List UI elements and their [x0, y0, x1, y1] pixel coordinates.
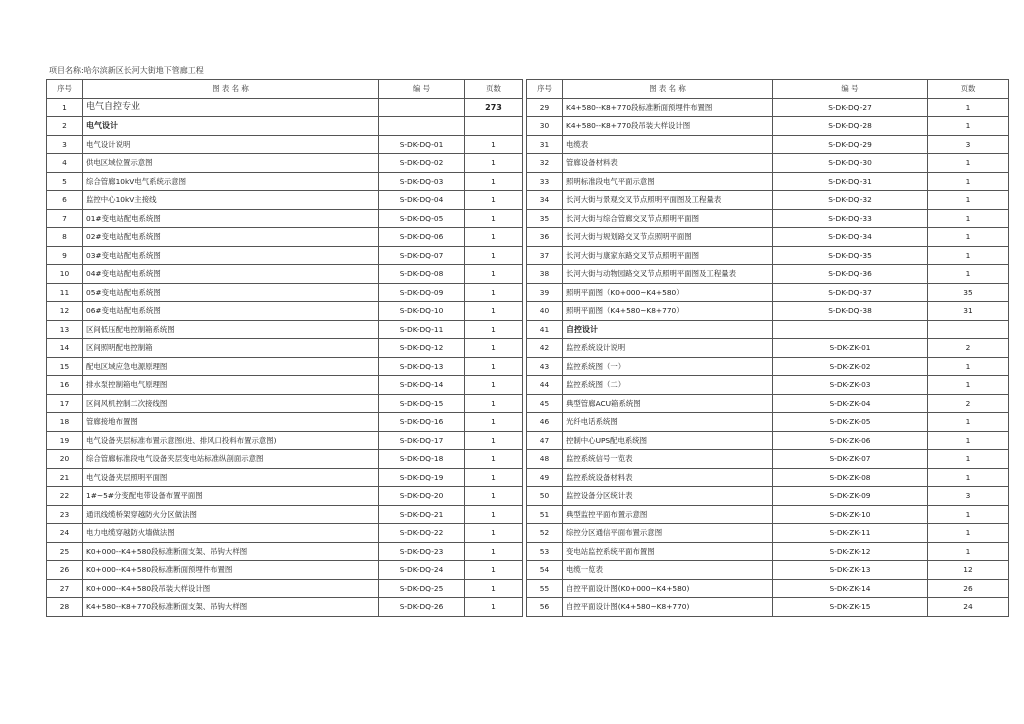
drawing-name: 管廊设备材料表 — [563, 154, 773, 173]
page-count: 1 — [928, 228, 1009, 247]
drawing-code: S-DK-DQ-29 — [773, 135, 928, 154]
row-number: 50 — [527, 487, 563, 506]
table-row — [47, 524, 523, 543]
row-number: 35 — [527, 209, 563, 228]
drawing-name: K0+000--K4+580段吊装大样设计图 — [83, 579, 379, 598]
row-number: 46 — [527, 413, 563, 432]
page-count: 1 — [465, 339, 523, 358]
table-row — [527, 579, 1009, 598]
row-number: 38 — [527, 265, 563, 284]
header-no: 序号 — [47, 80, 83, 99]
drawing-code: S-DK-DQ-04 — [379, 191, 465, 210]
table-row — [47, 117, 523, 136]
table-row — [527, 487, 1009, 506]
page-count: 35 — [928, 283, 1009, 302]
row-number: 36 — [527, 228, 563, 247]
row-number: 23 — [47, 505, 83, 524]
header-code: 编 号 — [773, 80, 928, 99]
header-no: 序号 — [527, 80, 563, 99]
drawing-code: S-DK-DQ-27 — [773, 98, 928, 117]
table-row — [47, 209, 523, 228]
drawing-name: 长河大街与动物园路交叉节点照明平面图及工程量表 — [563, 265, 773, 284]
page-count: 1 — [928, 413, 1009, 432]
row-number: 54 — [527, 561, 563, 580]
table-row — [527, 283, 1009, 302]
table-row — [47, 154, 523, 173]
row-number: 15 — [47, 357, 83, 376]
table-row — [47, 450, 523, 469]
row-number: 34 — [527, 191, 563, 210]
table-row — [527, 394, 1009, 413]
page-count: 1 — [465, 561, 523, 580]
drawing-code: S-DK-DQ-12 — [379, 339, 465, 358]
page-count: 3 — [928, 487, 1009, 506]
row-number: 10 — [47, 265, 83, 284]
drawing-code: S-DK-DQ-21 — [379, 505, 465, 524]
page-count: 24 — [928, 598, 1009, 617]
table-row — [47, 339, 523, 358]
page-count: 1 — [928, 191, 1009, 210]
page-count: 1 — [465, 450, 523, 469]
drawing-code: S-DK-DQ-28 — [773, 117, 928, 136]
row-number: 31 — [527, 135, 563, 154]
table-row — [527, 524, 1009, 543]
drawing-name: 监控系统信号一览表 — [563, 450, 773, 469]
table-row — [527, 302, 1009, 321]
drawing-index-table-right — [526, 79, 1009, 617]
row-number: 14 — [47, 339, 83, 358]
drawing-code: S-DK-ZK-09 — [773, 487, 928, 506]
table-row — [47, 246, 523, 265]
drawing-code: S-DK-ZK-04 — [773, 394, 928, 413]
drawing-name: 电力电缆穿越防火墙做法图 — [83, 524, 379, 543]
row-number: 48 — [527, 450, 563, 469]
page-count: 1 — [928, 505, 1009, 524]
table-row — [527, 246, 1009, 265]
drawing-name: 综合管廊10kV电气系统示意图 — [83, 172, 379, 191]
row-number: 11 — [47, 283, 83, 302]
table-header-row — [527, 80, 1009, 99]
drawing-name: 配电区域应急电源原理图 — [83, 357, 379, 376]
drawing-code: S-DK-DQ-10 — [379, 302, 465, 321]
drawing-code: S-DK-DQ-11 — [379, 320, 465, 339]
table-row — [47, 320, 523, 339]
row-number: 39 — [527, 283, 563, 302]
row-number: 6 — [47, 191, 83, 210]
table-row — [47, 505, 523, 524]
table-row — [47, 172, 523, 191]
drawing-code: S-DK-ZK-05 — [773, 413, 928, 432]
page-count — [465, 117, 523, 136]
row-number: 27 — [47, 579, 83, 598]
drawing-name: K0+000--K4+580段标准断面支架、吊钩大样图 — [83, 542, 379, 561]
drawing-name: 电缆一览表 — [563, 561, 773, 580]
drawing-code: S-DK-DQ-26 — [379, 598, 465, 617]
drawing-name: K4+580--K8+770段标准断面支架、吊钩大样图 — [83, 598, 379, 617]
table-row — [527, 172, 1009, 191]
drawing-code: S-DK-ZK-01 — [773, 339, 928, 358]
drawing-name: 区间照明配电控制箱 — [83, 339, 379, 358]
page-count: 1 — [928, 98, 1009, 117]
page-count: 1 — [465, 302, 523, 321]
drawing-name: 监控中心10kV主接线 — [83, 191, 379, 210]
drawing-code: S-DK-ZK-02 — [773, 357, 928, 376]
drawing-code: S-DK-DQ-05 — [379, 209, 465, 228]
row-number: 53 — [527, 542, 563, 561]
drawing-code: S-DK-DQ-30 — [773, 154, 928, 173]
drawing-name: 监控系统设备材料表 — [563, 468, 773, 487]
drawing-name: 长河大街与综合管廊交叉节点照明平面图 — [563, 209, 773, 228]
row-number: 4 — [47, 154, 83, 173]
page-count: 12 — [928, 561, 1009, 580]
drawing-name: 光纤电话系统图 — [563, 413, 773, 432]
drawing-code: S-DK-ZK-14 — [773, 579, 928, 598]
page-count: 3 — [928, 135, 1009, 154]
row-number: 24 — [47, 524, 83, 543]
page-count: 1 — [465, 394, 523, 413]
row-number: 16 — [47, 376, 83, 395]
drawing-name: K4+580--K8+770段吊装大样设计图 — [563, 117, 773, 136]
page-count: 1 — [465, 283, 523, 302]
table-row — [47, 561, 523, 580]
drawing-code: S-DK-DQ-20 — [379, 487, 465, 506]
drawing-name: 排水泵控制箱电气原理图 — [83, 376, 379, 395]
row-number: 2 — [47, 117, 83, 136]
page-count: 1 — [928, 154, 1009, 173]
row-number: 21 — [47, 468, 83, 487]
page-count: 1 — [465, 487, 523, 506]
table-row — [527, 505, 1009, 524]
table-row — [527, 98, 1009, 117]
page-count: 1 — [928, 209, 1009, 228]
drawing-name: 监控设备分区统计表 — [563, 487, 773, 506]
page-count: 1 — [928, 376, 1009, 395]
drawing-code: S-DK-DQ-25 — [379, 579, 465, 598]
row-number: 56 — [527, 598, 563, 617]
drawing-name: 综合管廊标准段电气设备夹层变电站标准纵剖面示意图 — [83, 450, 379, 469]
page-count: 1 — [928, 117, 1009, 136]
drawing-code: S-DK-ZK-15 — [773, 598, 928, 617]
row-number: 22 — [47, 487, 83, 506]
drawing-code: S-DK-DQ-32 — [773, 191, 928, 210]
drawing-code: S-DK-ZK-10 — [773, 505, 928, 524]
table-row — [47, 598, 523, 617]
page-count: 1 — [928, 357, 1009, 376]
row-number: 42 — [527, 339, 563, 358]
page-count: 1 — [928, 172, 1009, 191]
page-count: 1 — [465, 172, 523, 191]
page-count: 2 — [928, 394, 1009, 413]
table-row — [47, 357, 523, 376]
row-number: 20 — [47, 450, 83, 469]
drawing-code: S-DK-DQ-16 — [379, 413, 465, 432]
row-number: 25 — [47, 542, 83, 561]
drawing-code: S-DK-ZK-07 — [773, 450, 928, 469]
drawing-code: S-DK-DQ-33 — [773, 209, 928, 228]
drawing-name: 综控分区通信平面布置示意图 — [563, 524, 773, 543]
page-count: 1 — [465, 191, 523, 210]
row-number: 19 — [47, 431, 83, 450]
table-row — [47, 302, 523, 321]
row-number: 29 — [527, 98, 563, 117]
table-row — [47, 542, 523, 561]
row-number: 32 — [527, 154, 563, 173]
row-number: 37 — [527, 246, 563, 265]
drawing-code: S-DK-DQ-03 — [379, 172, 465, 191]
table-row — [47, 468, 523, 487]
drawing-code: S-DK-DQ-02 — [379, 154, 465, 173]
table-row — [47, 191, 523, 210]
drawing-name: 照明平面图（K4+580~K8+770） — [563, 302, 773, 321]
row-number: 28 — [47, 598, 83, 617]
page-count: 1 — [465, 505, 523, 524]
table-row — [527, 135, 1009, 154]
drawing-name: 1#~5#分变配电带设备布置平面图 — [83, 487, 379, 506]
row-number: 40 — [527, 302, 563, 321]
table-row — [527, 339, 1009, 358]
drawing-name: 04#变电站配电系统图 — [83, 265, 379, 284]
table-row — [47, 135, 523, 154]
drawing-name: 控制中心UPS配电系统图 — [563, 431, 773, 450]
drawing-code: S-DK-DQ-35 — [773, 246, 928, 265]
table-header-row — [47, 80, 523, 99]
table-row — [527, 561, 1009, 580]
table-row — [527, 598, 1009, 617]
table-row — [47, 413, 523, 432]
drawing-code: S-DK-ZK-12 — [773, 542, 928, 561]
drawing-code: S-DK-DQ-34 — [773, 228, 928, 247]
table-row — [47, 283, 523, 302]
drawing-name: 电气设计说明 — [83, 135, 379, 154]
row-number: 47 — [527, 431, 563, 450]
drawing-code: S-DK-DQ-06 — [379, 228, 465, 247]
table-row — [527, 117, 1009, 136]
page-count: 1 — [465, 320, 523, 339]
page-count — [928, 320, 1009, 339]
drawing-code: S-DK-DQ-17 — [379, 431, 465, 450]
drawing-name: 区间风机控制二次接线图 — [83, 394, 379, 413]
page-count: 1 — [465, 228, 523, 247]
page-count: 1 — [928, 450, 1009, 469]
row-number: 51 — [527, 505, 563, 524]
page-count: 26 — [928, 579, 1009, 598]
table-row — [47, 394, 523, 413]
page-count: 1 — [465, 542, 523, 561]
row-number: 13 — [47, 320, 83, 339]
drawing-code: S-DK-DQ-01 — [379, 135, 465, 154]
row-number: 55 — [527, 579, 563, 598]
drawing-code: S-DK-DQ-22 — [379, 524, 465, 543]
drawing-code: S-DK-DQ-09 — [379, 283, 465, 302]
page-count: 1 — [465, 135, 523, 154]
page-count: 1 — [465, 468, 523, 487]
table-row — [527, 468, 1009, 487]
table-row — [527, 542, 1009, 561]
drawing-code: S-DK-DQ-37 — [773, 283, 928, 302]
drawing-name: 电气设计 — [83, 117, 379, 136]
drawing-name: 照明标准段电气平面示意图 — [563, 172, 773, 191]
drawing-name: 通讯线缆桥架穿越防火分区做法图 — [83, 505, 379, 524]
project-title: 项目名称:哈尔滨新区长河大街地下管廊工程 — [49, 66, 204, 75]
table-row — [527, 431, 1009, 450]
header-code: 编 号 — [379, 80, 465, 99]
table-row — [47, 487, 523, 506]
page-count: 1 — [465, 265, 523, 284]
drawing-code: S-DK-DQ-18 — [379, 450, 465, 469]
header-name: 图 表 名 称 — [563, 80, 773, 99]
table-row — [47, 579, 523, 598]
drawing-code: S-DK-DQ-23 — [379, 542, 465, 561]
drawing-code: S-DK-DQ-13 — [379, 357, 465, 376]
table-row — [527, 450, 1009, 469]
page-count: 1 — [465, 357, 523, 376]
table-row — [47, 376, 523, 395]
drawing-code: S-DK-DQ-07 — [379, 246, 465, 265]
drawing-name: 监控系统图（二） — [563, 376, 773, 395]
page-count: 273 — [465, 98, 523, 117]
drawing-name: 自控设计 — [563, 320, 773, 339]
drawing-code: S-DK-DQ-38 — [773, 302, 928, 321]
drawing-code — [379, 117, 465, 136]
drawing-code — [379, 98, 465, 117]
row-number: 49 — [527, 468, 563, 487]
page-count: 1 — [465, 524, 523, 543]
row-number: 5 — [47, 172, 83, 191]
row-number: 45 — [527, 394, 563, 413]
drawing-code: S-DK-DQ-19 — [379, 468, 465, 487]
table-row — [47, 265, 523, 284]
drawing-name: 长河大街与规划路交叉节点照明平面图 — [563, 228, 773, 247]
drawing-code: S-DK-ZK-13 — [773, 561, 928, 580]
table-row — [527, 228, 1009, 247]
page-count: 1 — [465, 413, 523, 432]
drawing-name: 长河大街与景观交叉节点照明平面图及工程量表 — [563, 191, 773, 210]
drawing-code: S-DK-ZK-08 — [773, 468, 928, 487]
page-count: 1 — [465, 579, 523, 598]
drawing-name: 02#变电站配电系统图 — [83, 228, 379, 247]
drawing-name: 供电区域位置示意图 — [83, 154, 379, 173]
drawing-name: 电气设备夹层照明平面图 — [83, 468, 379, 487]
drawing-name: 照明平面图（K0+000~K4+580） — [563, 283, 773, 302]
table-row — [527, 265, 1009, 284]
page-count: 31 — [928, 302, 1009, 321]
table-row — [527, 209, 1009, 228]
drawing-name: K4+580--K8+770段标准断面预埋件布置图 — [563, 98, 773, 117]
header-name: 图 表 名 称 — [83, 80, 379, 99]
page-count: 1 — [465, 209, 523, 228]
table-row — [47, 228, 523, 247]
row-number: 8 — [47, 228, 83, 247]
row-number: 3 — [47, 135, 83, 154]
drawing-name: 长河大街与康家东路交叉节点照明平面图 — [563, 246, 773, 265]
table-row — [47, 98, 523, 117]
header-pages: 页数 — [928, 80, 1009, 99]
row-number: 26 — [47, 561, 83, 580]
drawing-name: 01#变电站配电系统图 — [83, 209, 379, 228]
drawing-code: S-DK-DQ-08 — [379, 265, 465, 284]
table-row — [527, 320, 1009, 339]
drawing-code: S-DK-DQ-15 — [379, 394, 465, 413]
drawing-code: S-DK-DQ-36 — [773, 265, 928, 284]
drawing-code: S-DK-DQ-31 — [773, 172, 928, 191]
row-number: 33 — [527, 172, 563, 191]
drawing-name: 监控系统设计说明 — [563, 339, 773, 358]
row-number: 17 — [47, 394, 83, 413]
page-count: 1 — [465, 431, 523, 450]
row-number: 1 — [47, 98, 83, 117]
drawing-name: 典型管廊ACU箱系统图 — [563, 394, 773, 413]
page-count: 1 — [465, 246, 523, 265]
row-number: 52 — [527, 524, 563, 543]
page-count: 2 — [928, 339, 1009, 358]
table-row — [527, 376, 1009, 395]
drawing-code: S-DK-DQ-24 — [379, 561, 465, 580]
drawing-code: S-DK-ZK-11 — [773, 524, 928, 543]
page-count: 1 — [928, 431, 1009, 450]
drawing-name: 变电站监控系统平面布置图 — [563, 542, 773, 561]
drawing-name: 管廊接地布置图 — [83, 413, 379, 432]
drawing-name: 06#变电站配电系统图 — [83, 302, 379, 321]
drawing-code: S-DK-ZK-03 — [773, 376, 928, 395]
row-number: 43 — [527, 357, 563, 376]
row-number: 7 — [47, 209, 83, 228]
row-number: 12 — [47, 302, 83, 321]
row-number: 41 — [527, 320, 563, 339]
table-row — [527, 191, 1009, 210]
drawing-name: 05#变电站配电系统图 — [83, 283, 379, 302]
page-count: 1 — [928, 542, 1009, 561]
drawing-name: 自控平面设计图(K4+580~K8+770) — [563, 598, 773, 617]
drawing-code: S-DK-ZK-06 — [773, 431, 928, 450]
row-number: 18 — [47, 413, 83, 432]
drawing-name: 区间低压配电控制箱系统图 — [83, 320, 379, 339]
page-count: 1 — [928, 468, 1009, 487]
drawing-name: K0+000--K4+580段标准断面预埋件布置图 — [83, 561, 379, 580]
drawing-name: 监控系统图（一） — [563, 357, 773, 376]
drawing-name: 电缆表 — [563, 135, 773, 154]
row-number: 9 — [47, 246, 83, 265]
page-count: 1 — [928, 524, 1009, 543]
drawing-name: 电气设备夹层标准布置示意图(进、排风口投料布置示意图) — [83, 431, 379, 450]
page-count: 1 — [928, 265, 1009, 284]
table-row — [527, 413, 1009, 432]
drawing-code: S-DK-DQ-14 — [379, 376, 465, 395]
page-count: 1 — [465, 598, 523, 617]
table-row — [527, 154, 1009, 173]
page-count: 1 — [465, 154, 523, 173]
header-pages: 页数 — [465, 80, 523, 99]
page-count: 1 — [928, 246, 1009, 265]
drawing-name: 典型监控平面布置示意图 — [563, 505, 773, 524]
page-count: 1 — [465, 376, 523, 395]
drawing-name: 自控平面设计图(K0+000~K4+580) — [563, 579, 773, 598]
table-row — [527, 357, 1009, 376]
drawing-code — [773, 320, 928, 339]
row-number: 30 — [527, 117, 563, 136]
drawing-name: 03#变电站配电系统图 — [83, 246, 379, 265]
drawing-index-table-left — [46, 79, 523, 617]
drawing-name: 电气自控专业 — [83, 98, 379, 117]
row-number: 44 — [527, 376, 563, 395]
table-row — [47, 431, 523, 450]
